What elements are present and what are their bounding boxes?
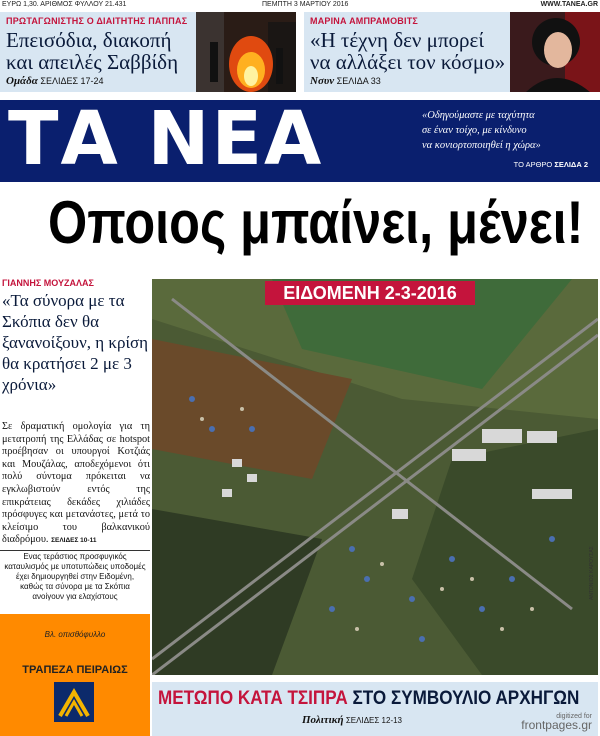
teaser-section: Nσυν ΣΕΛΙΔΑ 33 <box>310 75 381 87</box>
newspaper-logo[interactable]: ΤΑ ΝΕΑ <box>8 96 324 182</box>
issue-date: ΠΕΜΠΤΗ 3 ΜΑΡΤΙΟΥ 2016 <box>262 1 349 8</box>
main-headline: Οποιος μπαίνει, μένει! <box>48 189 584 256</box>
story-quote: «Τα σύνορα με τα Σκόπια δεν θα ξανανοίξουν, η κρίση θα κρατήσει 2 με 3 χρόνια» <box>2 291 149 394</box>
masthead-article-ref[interactable]: ΤΟ ΑΡΘΡΟ ΣΕΛΙΔΑ 2 <box>513 160 588 169</box>
bottom-headline: ΜΕΤΩΠΟ ΚΑΤΑ ΤΣΙΠΡΑ ΣΤΟ ΣΥΜΒΟΥΛΙΟ ΑΡΧΗΓΩΝ <box>158 688 580 709</box>
top-info-bar <box>0 0 600 10</box>
column-divider <box>0 550 150 551</box>
teaser-kicker: ΠΡΩΤΑΓΩΝΙΣΤΗΣ Ο ΔΙΑΙΤΗΤΗΣ ΠΑΠΠΑΣ <box>6 16 188 26</box>
teaser-sports[interactable] <box>0 12 296 92</box>
advert-bank-name: ΤΡΑΠΕΖΑ ΠΕΙΡΑΙΩΣ <box>22 664 128 676</box>
website-link[interactable]: WWW.TANEA.GR <box>540 1 598 8</box>
price-issue: ΕΥΡΩ 1,30. ΑΡΙΘΜΟΣ ΦΥΛΛΟΥ 21.431 <box>2 1 127 8</box>
teaser-section: Ομάδα ΣΕΛΙΔΕΣ 17-24 <box>6 75 104 87</box>
photo-location-tag: ΕΙΔΟΜΕΝΗ 2-3-2016 <box>265 281 475 305</box>
fire-photo <box>196 12 296 92</box>
story-byline: ΓΙΑΝΝΗΣ ΜΟΥΖΑΛΑΣ <box>2 278 94 288</box>
portrait-photo <box>510 12 600 92</box>
story-body: Σε δραματική ομολογία για τη μετατροπή της Ελλάδας σε hotspot προέβησαν οι υπουργοί Κοτζιάς και Μουζάλας, αποδεχόμενοι ότι πολύ σύντομα πρόκειται να εγκλωβιστούν εντός της επικράτειας δεκάδες χιλιάδες πρόσφυγες και μετανάστες, μετά το κλείσιμο του βαλκανικού διαδρόμου. ΣΕΛΙΔΕΣ 10-11 <box>2 421 150 546</box>
bottom-teaser[interactable] <box>152 682 598 736</box>
photo-caption: Ενας τεράστιος προσφυγικός καταυλισμός με υποτυπώδεις υποδομές έχει δημιουργηθεί στην Ειδομένη, καθώς τα σύνορα με τα Σκόπια ανοίγουν για ελαχίστους <box>4 552 146 601</box>
masthead <box>0 96 600 182</box>
teaser-culture[interactable] <box>304 12 600 92</box>
teaser-headline: Επεισόδια, διακοπή και απειλές Σαββίδη <box>6 28 179 74</box>
teaser-headline: «Η τέχνη δεν μπορεί να αλλάξει τον κόσμο» <box>310 28 506 74</box>
teaser-kicker: ΜΑΡΙΝΑ ΑΜΠΡΑΜΟΒΙΤΣ <box>310 16 418 26</box>
photo-credit: ΑΝΤΟΝΙΟΣ ΚΑΡΟΥΣΑΣ <box>589 546 595 600</box>
story-pages: ΣΕΛΙΔΕΣ 10-11 <box>51 537 97 545</box>
masthead-quote: «Οδηγούμαστε με ταχύτητα σε έναν τοίχο, με κίνδυνο να κονιορτοποιηθεί η χώρα» <box>422 110 541 151</box>
bank-logo-icon <box>54 682 94 722</box>
watermark: digitized for frontpages.gr <box>521 713 592 732</box>
aerial-camp-photo <box>152 279 598 675</box>
bottom-section: Πολιτική ΣΕΛΙΔΕΣ 12-13 <box>302 714 402 726</box>
advert-note: Βλ. οπισθόφυλλο <box>44 630 106 639</box>
advert-piraeus-bank[interactable] <box>0 614 150 736</box>
